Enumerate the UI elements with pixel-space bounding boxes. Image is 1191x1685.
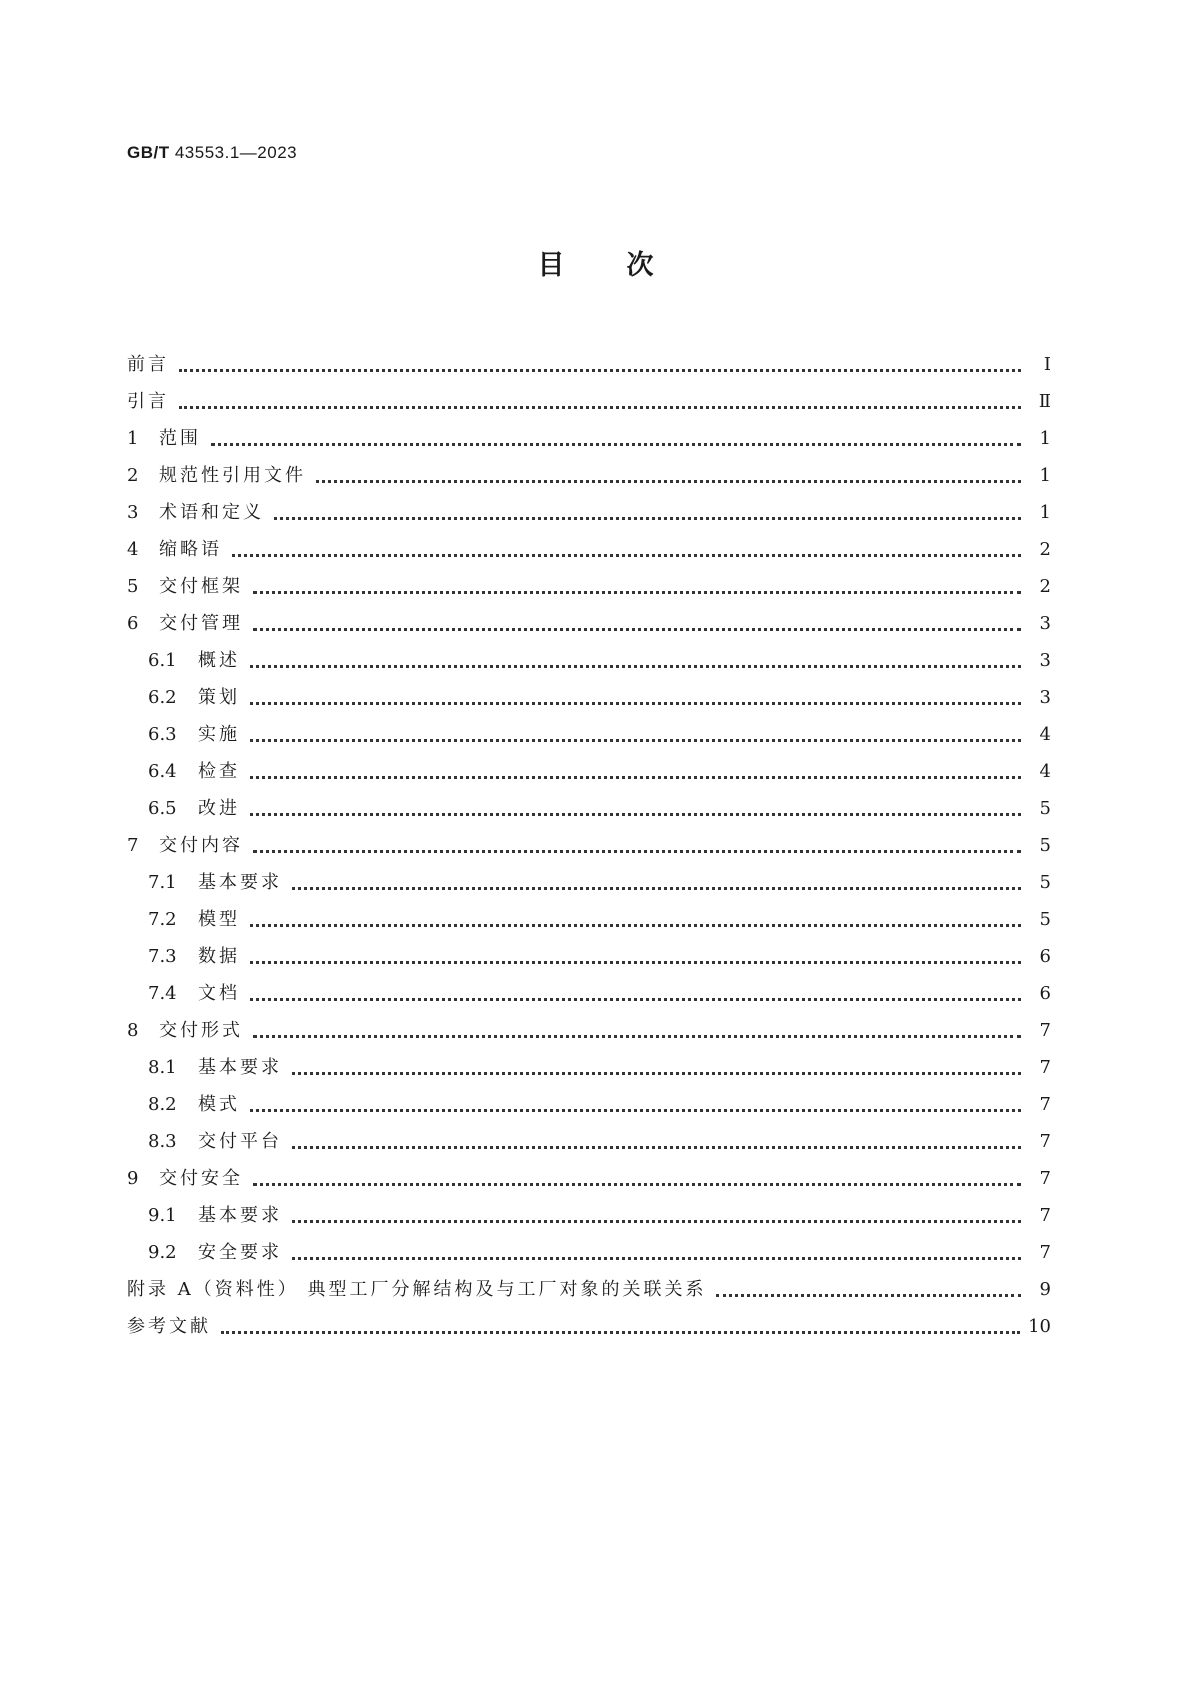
toc-entry-number: 8.2 bbox=[148, 1094, 177, 1115]
toc-dot-leader bbox=[292, 1251, 1021, 1260]
toc-entry-page: 1 bbox=[1039, 502, 1051, 523]
toc-entry-number: 3 bbox=[127, 502, 139, 523]
toc-entry[interactable] bbox=[127, 673, 1051, 710]
toc-entry[interactable] bbox=[127, 1117, 1051, 1154]
toc-entry-number: 6.2 bbox=[148, 687, 177, 708]
toc-entry-title: 范围 bbox=[159, 428, 201, 449]
toc-entry-title: 缩略语 bbox=[159, 539, 222, 560]
toc-dot-leader bbox=[250, 659, 1021, 668]
toc-entry-label bbox=[148, 945, 240, 969]
toc-entry-title: 交付内容 bbox=[159, 835, 243, 856]
toc-entry-label bbox=[127, 1167, 243, 1191]
toc-entry-number: 9 bbox=[127, 1168, 139, 1189]
toc-entry[interactable] bbox=[127, 747, 1051, 784]
toc-entry[interactable] bbox=[127, 858, 1051, 895]
toc-entry[interactable] bbox=[127, 562, 1051, 599]
toc-entry[interactable] bbox=[127, 451, 1051, 488]
toc-entry-title: 实施 bbox=[198, 724, 240, 745]
toc-dot-leader bbox=[250, 807, 1021, 816]
toc-entry-title: 交付形式 bbox=[159, 1020, 243, 1041]
toc-dot-leader bbox=[179, 400, 1021, 409]
toc-entry-page: 9 bbox=[1039, 1279, 1051, 1300]
toc-entry[interactable] bbox=[127, 525, 1051, 562]
toc-entry-page: 5 bbox=[1039, 872, 1051, 893]
toc-entry[interactable] bbox=[127, 488, 1051, 525]
toc-entry-label bbox=[127, 1019, 243, 1043]
toc-entry[interactable] bbox=[127, 1228, 1051, 1265]
toc-entry[interactable] bbox=[127, 1265, 1051, 1302]
toc-entry-label bbox=[148, 760, 240, 784]
toc-entry-page: Ⅱ bbox=[1038, 391, 1051, 412]
standard-number: 43553.1—2023 bbox=[174, 143, 298, 162]
toc-entry-number: 6.1 bbox=[148, 650, 177, 671]
toc-dot-leader bbox=[211, 437, 1021, 446]
toc-dot-leader bbox=[250, 770, 1021, 779]
toc-entry-label bbox=[148, 982, 240, 1006]
toc-entry-title: 交付管理 bbox=[159, 613, 243, 634]
standard-prefix: GB/T bbox=[127, 143, 170, 162]
toc-dot-leader bbox=[250, 955, 1021, 964]
toc-entry-title: 基本要求 bbox=[198, 1057, 282, 1078]
toc-entry-title: 术语和定义 bbox=[159, 502, 264, 523]
toc-entry[interactable] bbox=[127, 710, 1051, 747]
toc-entry-page: 7 bbox=[1039, 1131, 1051, 1152]
toc-entry-title: 规范性引用文件 bbox=[159, 465, 306, 486]
toc-entry-number: 8.3 bbox=[148, 1131, 177, 1152]
toc-entry-number: 7.3 bbox=[148, 946, 177, 967]
toc-entry-number: 7.2 bbox=[148, 909, 177, 930]
toc-entry[interactable] bbox=[127, 895, 1051, 932]
toc-entry-page: 6 bbox=[1039, 946, 1051, 967]
toc-dot-leader bbox=[221, 1325, 1020, 1334]
toc-dot-leader bbox=[253, 1177, 1021, 1186]
toc-entry-page: 7 bbox=[1039, 1242, 1051, 1263]
toc-entry-page: 6 bbox=[1039, 983, 1051, 1004]
toc-entry[interactable] bbox=[127, 1154, 1051, 1191]
toc-entry-label bbox=[148, 797, 240, 821]
toc-entry-label bbox=[148, 649, 240, 673]
toc-entry-label bbox=[127, 575, 243, 599]
toc-entry-page: 7 bbox=[1039, 1057, 1051, 1078]
toc-entry-title: 模型 bbox=[198, 909, 240, 930]
toc-entry-title: 引言 bbox=[127, 391, 169, 412]
toc-entry-page: 7 bbox=[1039, 1094, 1051, 1115]
toc-entry[interactable] bbox=[127, 636, 1051, 673]
toc-entry[interactable] bbox=[127, 1191, 1051, 1228]
toc-entry[interactable] bbox=[127, 414, 1051, 451]
toc-entry[interactable] bbox=[127, 969, 1051, 1006]
toc-entry-page: 7 bbox=[1039, 1168, 1051, 1189]
toc-entry-title: 前言 bbox=[127, 354, 169, 375]
toc-entry[interactable] bbox=[127, 784, 1051, 821]
toc-dot-leader bbox=[253, 622, 1021, 631]
toc-entry-page: 3 bbox=[1039, 687, 1051, 708]
toc-dot-leader bbox=[250, 992, 1021, 1001]
toc-dot-leader bbox=[274, 511, 1021, 520]
toc-entry-label bbox=[127, 834, 243, 858]
toc-entry-number: 2 bbox=[127, 465, 139, 486]
toc-dot-leader bbox=[292, 1140, 1021, 1149]
toc-entry-number: 9.1 bbox=[148, 1205, 177, 1226]
toc-dot-leader bbox=[253, 844, 1021, 853]
toc-entry-label bbox=[127, 1278, 706, 1302]
toc-entry-page: 5 bbox=[1039, 835, 1051, 856]
toc-dot-leader bbox=[716, 1288, 1021, 1297]
toc-entry-page: 4 bbox=[1039, 724, 1051, 745]
toc-dot-leader bbox=[179, 363, 1021, 372]
toc-entry-label bbox=[127, 1315, 211, 1339]
toc-entry-number: 7.1 bbox=[148, 872, 177, 893]
table-of-contents bbox=[127, 340, 1051, 1339]
toc-entry-label bbox=[127, 612, 243, 636]
toc-entry-title: 策划 bbox=[198, 687, 240, 708]
toc-entry-page: 3 bbox=[1039, 650, 1051, 671]
toc-entry-label bbox=[127, 464, 306, 488]
toc-entry[interactable] bbox=[127, 599, 1051, 636]
toc-entry-label bbox=[148, 1093, 240, 1117]
toc-entry-page: 1 bbox=[1039, 428, 1051, 449]
toc-entry[interactable] bbox=[127, 340, 1051, 377]
toc-entry-number: 7 bbox=[127, 835, 139, 856]
toc-entry[interactable] bbox=[127, 821, 1051, 858]
toc-entry-label bbox=[127, 390, 169, 414]
toc-dot-leader bbox=[292, 1066, 1021, 1075]
toc-entry-number: 9.2 bbox=[148, 1242, 177, 1263]
toc-entry-number: 7.4 bbox=[148, 983, 177, 1004]
toc-entry-label bbox=[148, 871, 282, 895]
toc-entry-label bbox=[148, 1056, 282, 1080]
toc-entry-label bbox=[127, 427, 201, 451]
toc-entry[interactable] bbox=[127, 377, 1051, 414]
toc-dot-leader bbox=[316, 474, 1021, 483]
toc-entry-number: 8.1 bbox=[148, 1057, 177, 1078]
toc-entry-number: 6.5 bbox=[148, 798, 177, 819]
toc-entry-page: 2 bbox=[1039, 539, 1051, 560]
page-title: 目次 bbox=[537, 250, 716, 281]
toc-dot-leader bbox=[250, 696, 1021, 705]
toc-entry-number: 6.3 bbox=[148, 724, 177, 745]
toc-entry-title: 基本要求 bbox=[198, 1205, 282, 1226]
toc-entry[interactable] bbox=[127, 1006, 1051, 1043]
toc-entry-title: 基本要求 bbox=[198, 872, 282, 893]
toc-entry-number: 8 bbox=[127, 1020, 139, 1041]
toc-entry-number: 6.4 bbox=[148, 761, 177, 782]
standard-code bbox=[127, 143, 297, 163]
toc-entry-label bbox=[148, 908, 240, 932]
toc-entry-label bbox=[127, 501, 264, 525]
toc-entry-label bbox=[148, 1130, 282, 1154]
toc-entry-label bbox=[127, 538, 222, 562]
toc-entry-title: 交付框架 bbox=[159, 576, 243, 597]
toc-entry-label bbox=[127, 353, 169, 377]
toc-entry-title: 模式 bbox=[198, 1094, 240, 1115]
toc-entry-title: 交付平台 bbox=[198, 1131, 282, 1152]
toc-entry-title: 检查 bbox=[198, 761, 240, 782]
toc-entry-label bbox=[148, 686, 240, 710]
toc-entry-title: 概述 bbox=[198, 650, 240, 671]
toc-entry-title: 数据 bbox=[198, 946, 240, 967]
toc-entry-page: 3 bbox=[1039, 613, 1051, 634]
toc-entry-page: 4 bbox=[1039, 761, 1051, 782]
toc-entry-label bbox=[148, 1241, 282, 1265]
toc-dot-leader bbox=[232, 548, 1021, 557]
toc-entry-title: 参考文献 bbox=[127, 1316, 211, 1337]
toc-entry-page: Ⅰ bbox=[1043, 354, 1051, 375]
toc-entry-title: 安全要求 bbox=[198, 1242, 282, 1263]
toc-entry-page: 1 bbox=[1039, 465, 1051, 486]
toc-entry-title: 文档 bbox=[198, 983, 240, 1004]
toc-entry-number: 6 bbox=[127, 613, 139, 634]
toc-entry[interactable] bbox=[127, 1302, 1051, 1339]
toc-entry-page: 5 bbox=[1039, 798, 1051, 819]
toc-entry-page: 7 bbox=[1039, 1205, 1051, 1226]
toc-entry-title: 附录 A（资料性） 典型工厂分解结构及与工厂对象的关联关系 bbox=[127, 1279, 707, 1300]
toc-entry-number: 5 bbox=[127, 576, 139, 597]
toc-entry-title: 交付安全 bbox=[159, 1168, 243, 1189]
toc-entry-label bbox=[148, 1204, 282, 1228]
toc-entry[interactable] bbox=[127, 1080, 1051, 1117]
toc-dot-leader bbox=[253, 585, 1021, 594]
toc-dot-leader bbox=[292, 881, 1021, 890]
toc-entry-title: 改进 bbox=[198, 798, 240, 819]
toc-entry-number: 1 bbox=[127, 428, 139, 449]
toc-entry-page: 7 bbox=[1039, 1020, 1051, 1041]
toc-dot-leader bbox=[253, 1029, 1021, 1038]
toc-dot-leader bbox=[250, 918, 1021, 927]
toc-dot-leader bbox=[292, 1214, 1021, 1223]
toc-entry[interactable] bbox=[127, 932, 1051, 969]
toc-entry-page: 2 bbox=[1039, 576, 1051, 597]
toc-entry-page: 5 bbox=[1039, 909, 1051, 930]
toc-dot-leader bbox=[250, 733, 1021, 742]
toc-entry[interactable] bbox=[127, 1043, 1051, 1080]
toc-dot-leader bbox=[250, 1103, 1021, 1112]
toc-entry-page: 10 bbox=[1028, 1316, 1051, 1337]
toc-entry-label bbox=[148, 723, 240, 747]
toc-entry-number: 4 bbox=[127, 539, 139, 560]
